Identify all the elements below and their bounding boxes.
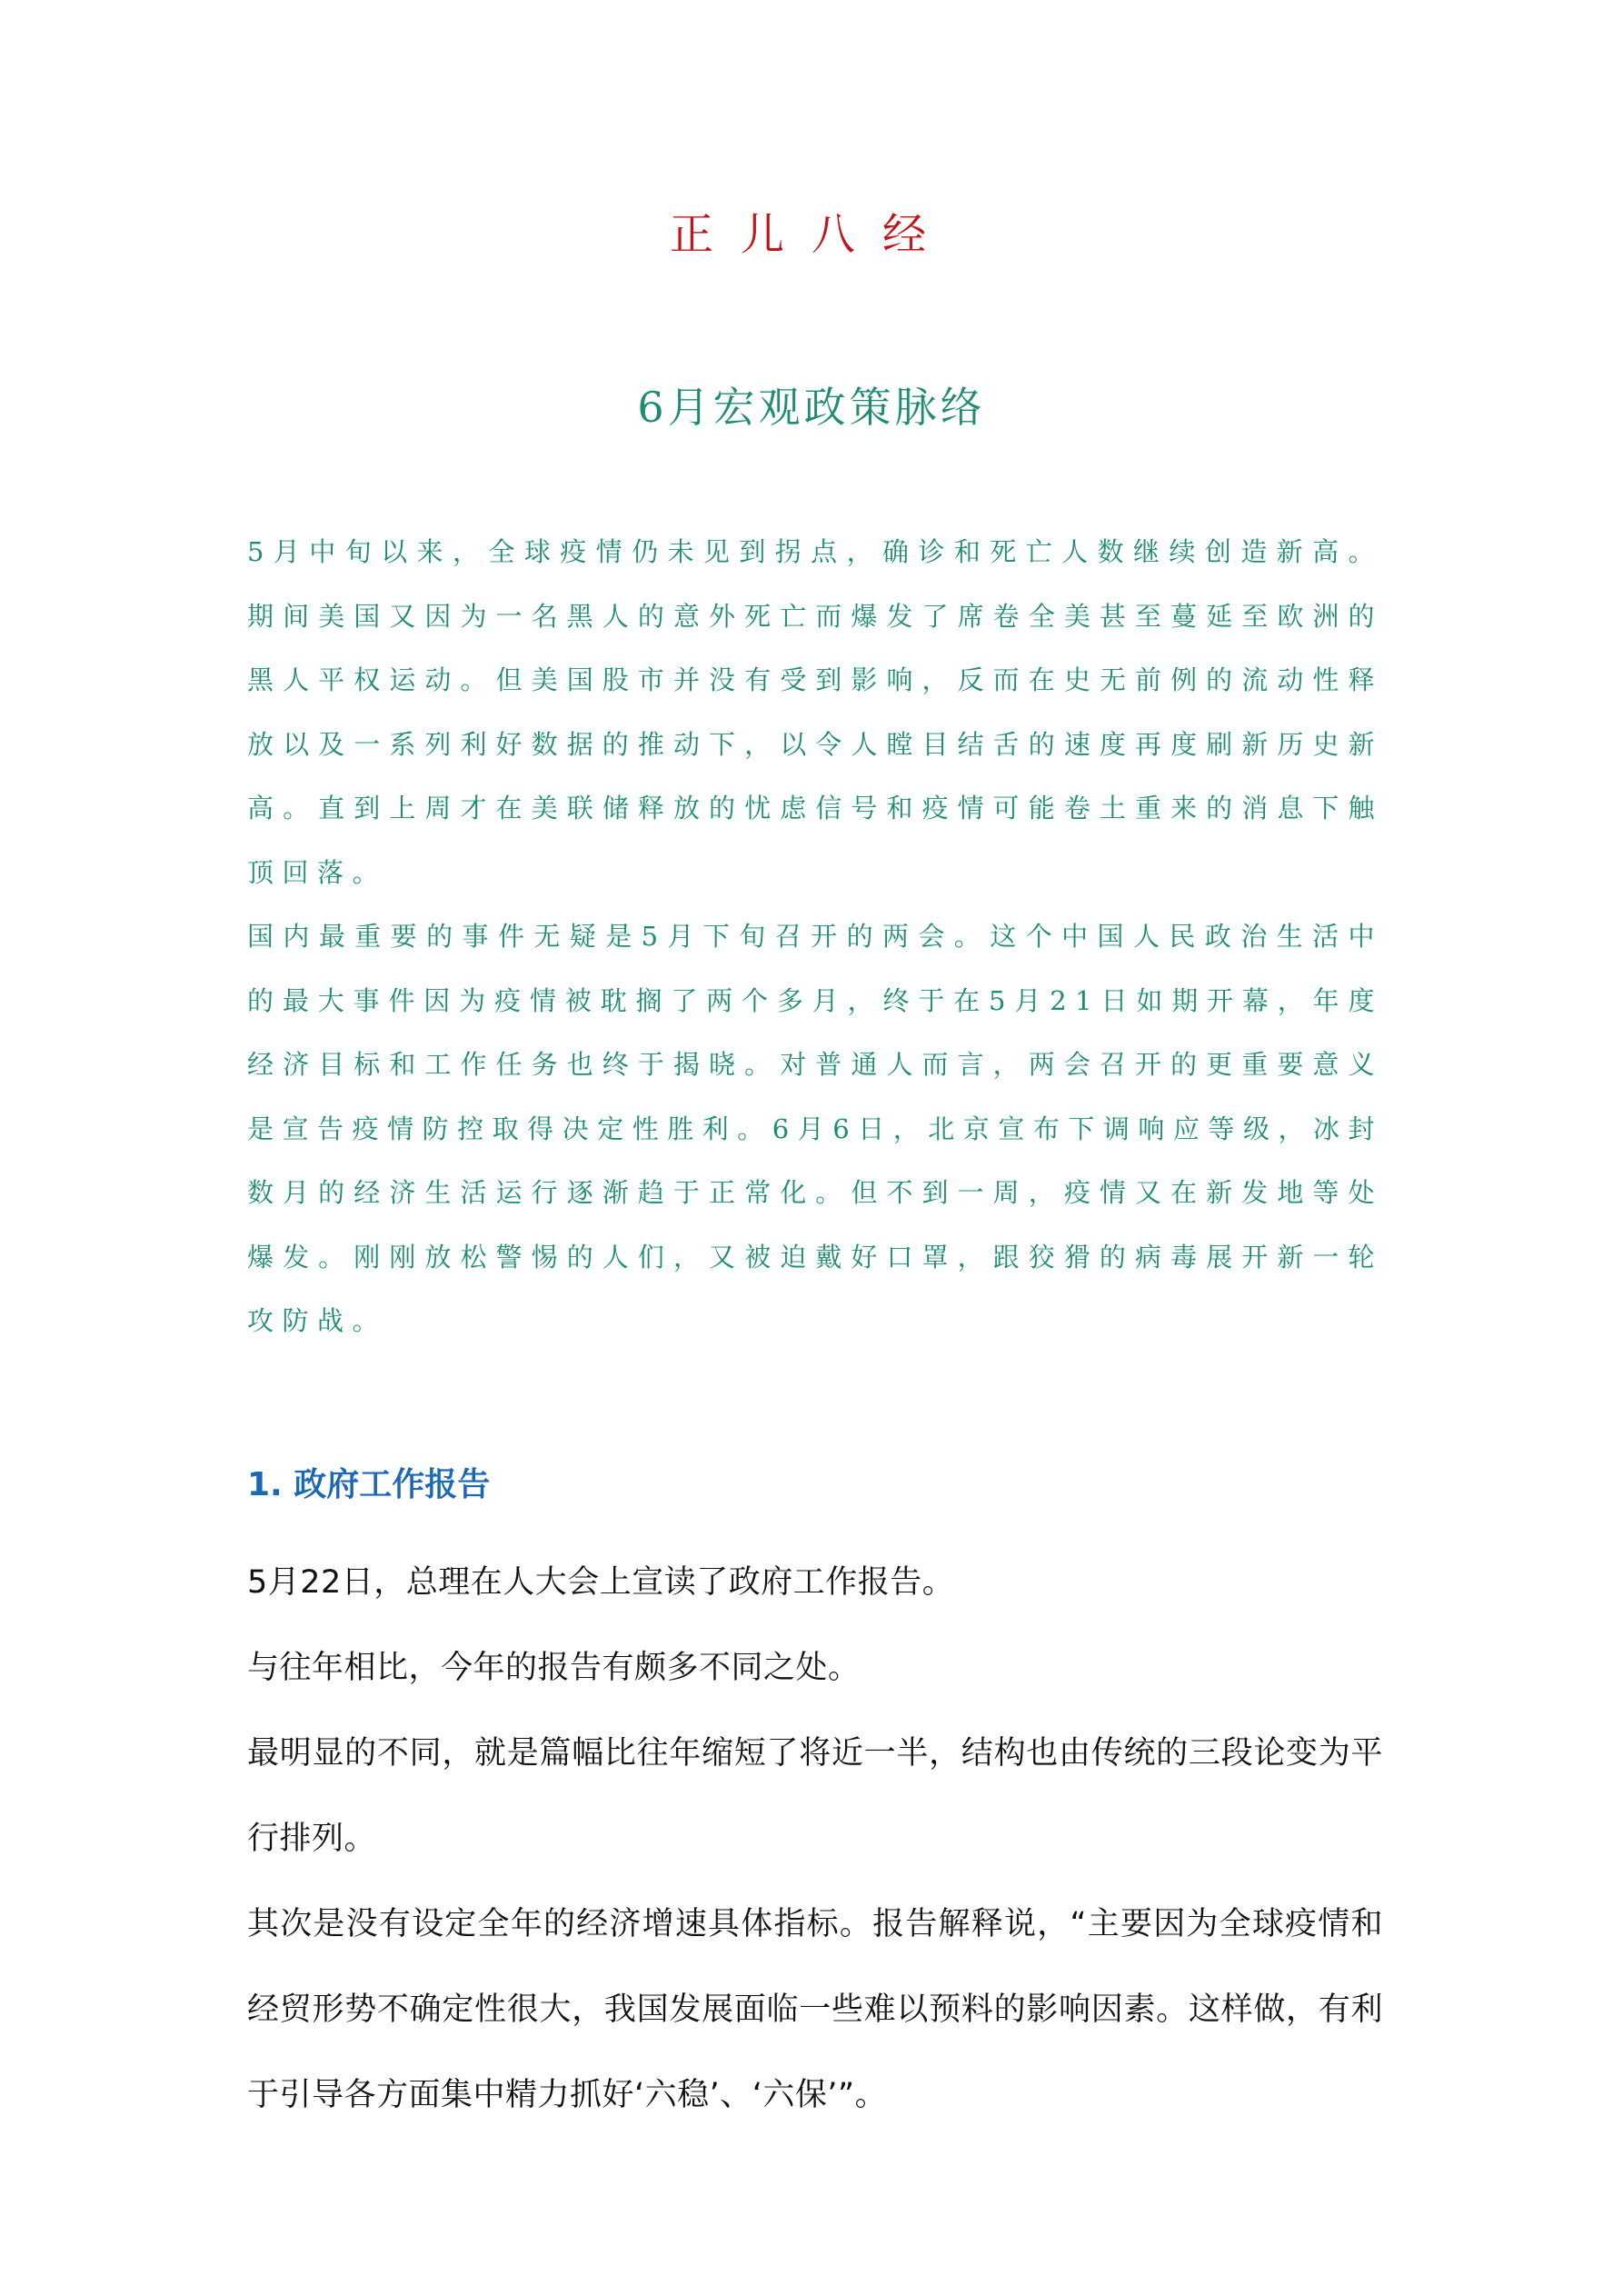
intro-paragraph: 国内最重要的事件无疑是5月下旬召开的两会。这个中国人民政治生活中的最大事件因为疫情被耽搁了两个多月，终于在5月21日如期开幕，年度经济目标和工作任务也终于揭晓。对普通人而言，两会召开的更重要意义是宣告疫情防控取得决定性胜利。6月6日，北京宣布下调响应等级，冰封数月的经济生活运行逐渐趋于正常化。但不到一周，疫情又在新发地等处爆发。刚刚放松警惕的人们，又被迫戴好口罩，跟狡猾的病毒展开新一轮攻防战。 (247, 921, 1383, 1336)
section-body (247, 1540, 1383, 2138)
intro-section (247, 520, 1383, 1353)
body-paragraph: 与往年相比，今年的报告有颇多不同之处。 (247, 1650, 861, 1686)
masthead-title: 正儿八经 (669, 209, 953, 260)
body-paragraph: 最明显的不同，就是篇幅比往年缩短了将近一半，结构也由传统的三段论变为平行排列。 (247, 1735, 1383, 1857)
intro-paragraph: 5月中旬以来，全球疫情仍未见到拐点，确诊和死亡人数继续创造新高。期间美国又因为一名黑人的意外死亡而爆发了席卷全美甚至蔓延至欧洲的黑人平权运动。但美国股市并没有受到影响，反而在史无前例的流动性释放以及一系列利好数据的推动下，以令人瞠目结舌的速度再度刷新历史新高。直到上周才在美联储释放的忧虑信号和疫情可能卷土重来的消息下触顶回落。 (247, 536, 1383, 888)
page-title: 6月宏观政策脉络 (637, 383, 986, 432)
body-paragraph: 5月22日，总理在人大会上宣读了政府工作报告。 (247, 1564, 955, 1601)
body-paragraph: 其次是没有设定全年的经济增速具体指标。报告解释说，“主要因为全球疫情和经贸形势不确定性很大，我国发展面临一些难以预料的影响因素。这样做，有利于引导各方面集中精力抓好‘六稳’、‘六保’”。 (247, 1906, 1383, 2113)
section-heading: 1. 政府工作报告 (247, 1466, 491, 1503)
